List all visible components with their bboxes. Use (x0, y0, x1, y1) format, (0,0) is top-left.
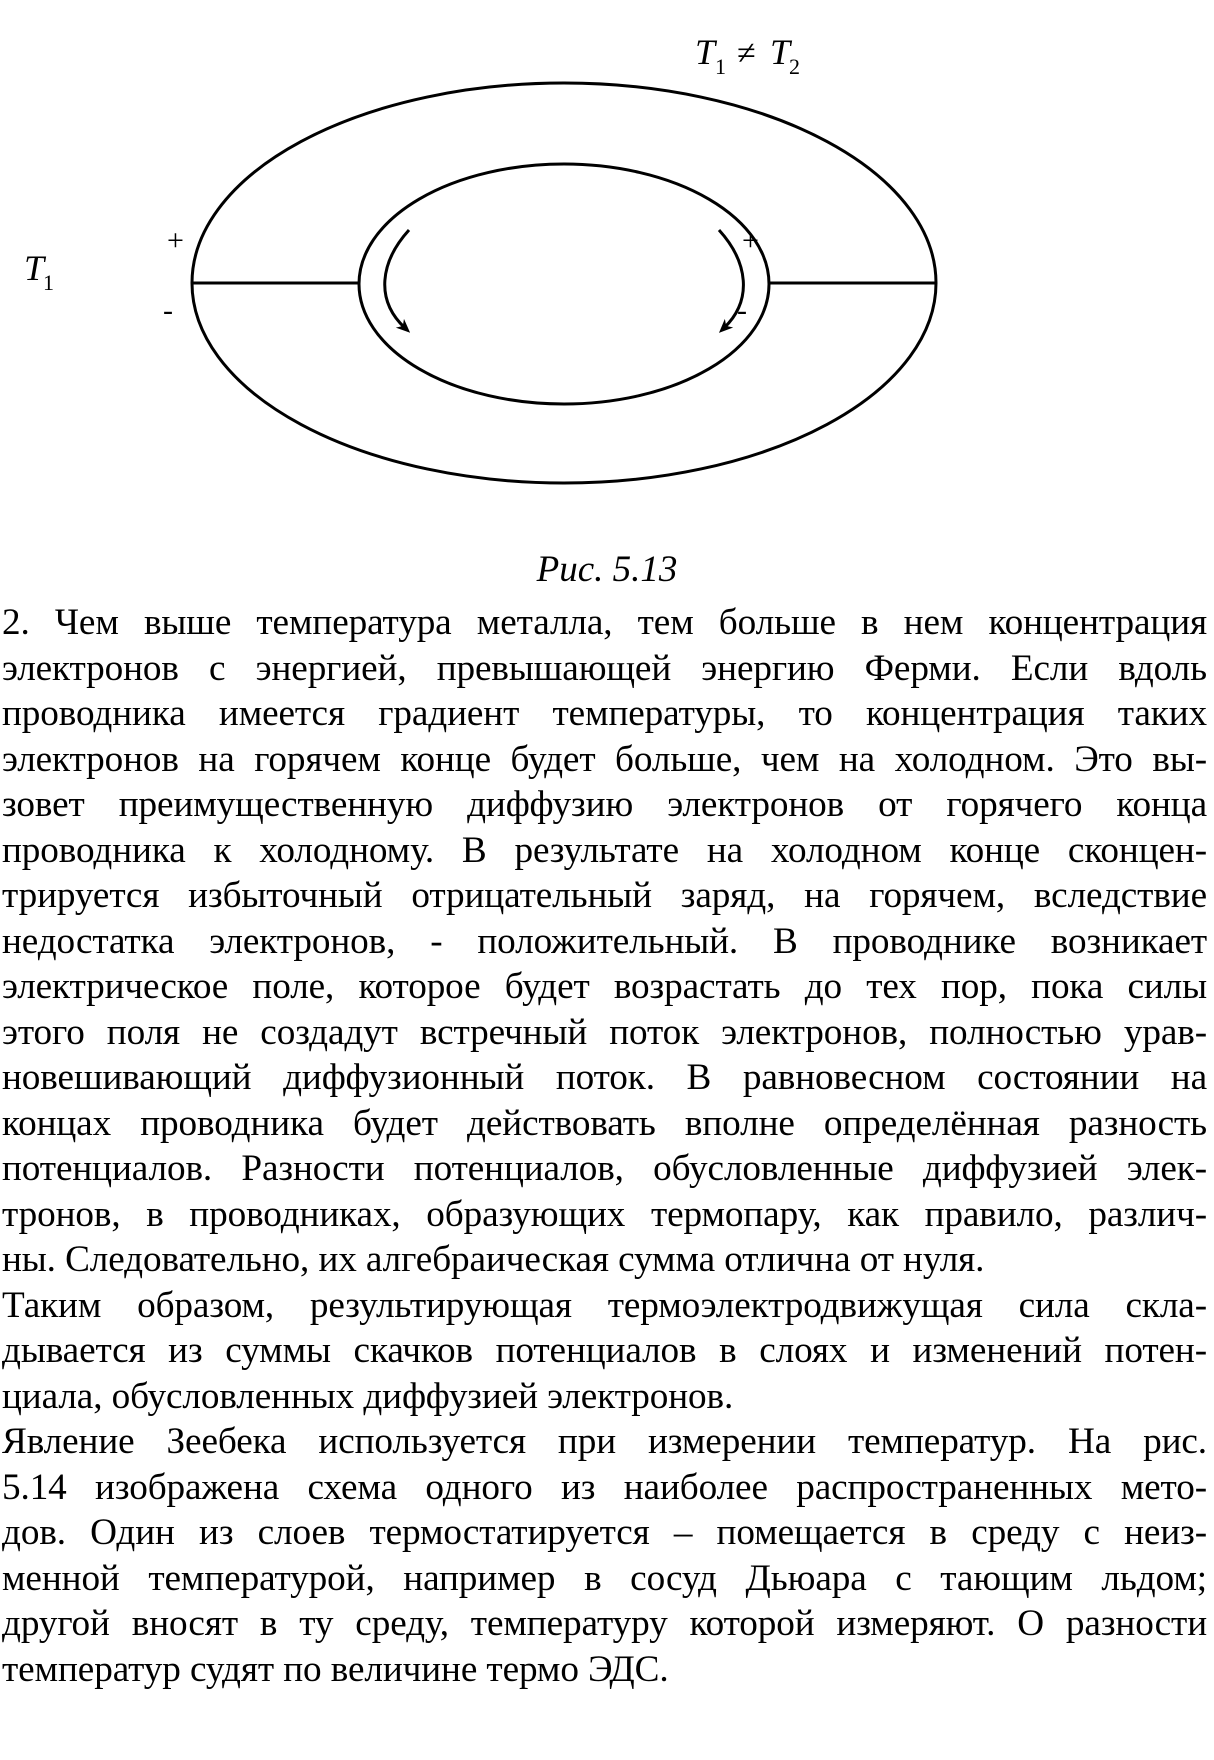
text-line: тронов, в проводниках, образующих термопару, как правило, различ- (2, 1193, 1207, 1235)
text-line: проводника к холодному. В результате на холодном конце сконцен- (2, 829, 1207, 871)
text-line: дывается из суммы скачков потенциалов в слоях и изменений потен- (2, 1330, 1207, 1371)
figure-caption (0, 548, 1214, 592)
text-line: ны. Следовательно, их алгебраическая сумма отлична от нуля. (2, 1239, 985, 1280)
right-plus-sign: + (742, 224, 759, 257)
svg-text:T: T (770, 32, 791, 72)
text-line: циала, обусловленных диффузией электронов. (2, 1375, 734, 1417)
thermocouple-diagram (0, 0, 1214, 560)
text-line: недостатка электронов, - положительный. В проводнике возникает (2, 920, 1207, 962)
temperature-inequality-label (695, 32, 800, 79)
text-line: Таким образом, результирующая термоэлектродвижущая сила скла- (2, 1284, 1207, 1326)
right-minus-sign: - (737, 294, 747, 327)
text-line: Явление Зеебека используется при измерении температур. На рис. (2, 1421, 1207, 1462)
text-line: температур судят по величине термо ЭДС. (2, 1648, 669, 1690)
svg-text:T: T (695, 32, 716, 72)
text-line: другой вносят в ту среду, температуру которой измеряют. О разности (2, 1603, 1207, 1644)
figure-caption-text: Рис. 5.13 (536, 549, 678, 590)
inner-conductor-ring (359, 164, 769, 404)
paragraph (2, 1419, 1207, 1692)
text-line: дов. Один из слоев термостатируется – помещается в среду с неиз- (2, 1512, 1207, 1553)
left-current-arrow (385, 230, 409, 328)
text-line: потенциалов. Разности потенциалов, обусловленные диффузией элек- (2, 1148, 1207, 1189)
text-line: электронов на горячем конце будет больше, чем на холодном. Это вы- (2, 738, 1207, 780)
left-minus-sign: - (163, 294, 173, 327)
svg-text:≠: ≠ (737, 35, 756, 72)
text-line: зовет преимущественную диффузию электронов от горячего конца (2, 784, 1207, 825)
text-line: проводника имеется градиент температуры, то концентрация таких (2, 693, 1207, 734)
text-line: новешивающий диффузионный поток. В равновесном состоянии на (2, 1057, 1207, 1098)
text-line: трируется избыточный отрицательный заряд, на горячем, вследствие (2, 875, 1207, 916)
text-line: концах проводника будет действовать вполне определённая разность (2, 1102, 1207, 1144)
svg-text:T: T (24, 248, 45, 288)
left-plus-sign: + (167, 224, 184, 257)
svg-text:2: 2 (789, 54, 800, 79)
document-body (2, 600, 1207, 1692)
paragraph (2, 1283, 1207, 1420)
paragraph (2, 600, 1207, 1283)
text-line: электрическое поле, которое будет возрастать до тех пор, пока силы (2, 966, 1207, 1007)
svg-text:1: 1 (43, 270, 54, 295)
text-line: электронов с энергией, превышающей энергию Ферми. Если вдоль (2, 647, 1207, 689)
text-line: 2. Чем выше температура металла, тем больше в нем концентрация (2, 602, 1207, 643)
left-temperature-label (24, 248, 54, 295)
text-line: 5.14 изображена схема одного из наиболее распространенных мето- (2, 1466, 1207, 1508)
text-line: этого поля не создадут встречный поток электронов, полностью урав- (2, 1011, 1207, 1053)
svg-text:1: 1 (715, 54, 726, 79)
text-line: менной температурой, например в сосуд Дьюара с тающим льдом; (2, 1557, 1207, 1599)
